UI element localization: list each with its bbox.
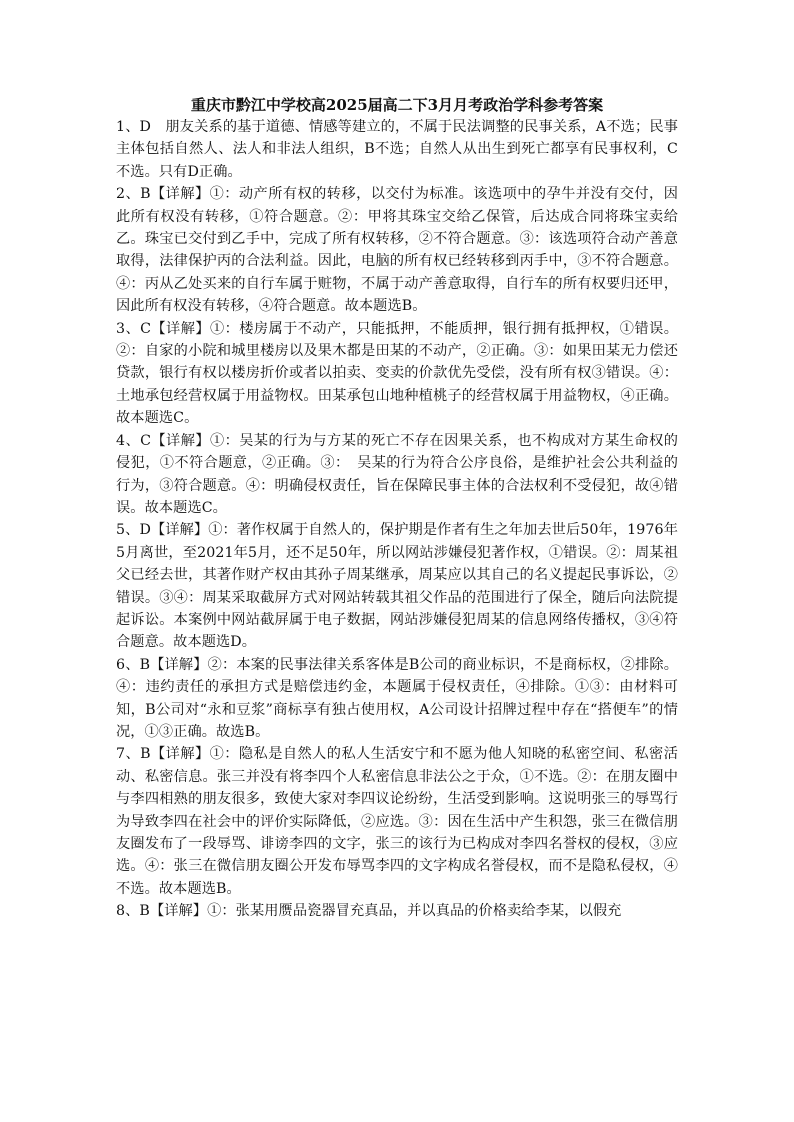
answer-1: 1、D 朋友关系的基于道德、情感等建立的，不属于民法调整的民事关系，A不选；民事主体包括自然人、法人和非法人组织，B不选；自然人从出生到死亡都享有民事权利，C不选。只有D正确。 [116, 119, 678, 180]
answer-key-page [116, 94, 678, 923]
answer-2: 2、B【详解】①：动产所有权的转移，以交付为标准。该选项中的孕牛并没有交付，因此所有权没有转移，①符合题意。②：甲将其珠宝交给乙保管，后达成合同将珠宝卖给乙。珠宝已交付到乙手中，完成了所有权转移，②不符合题意。③：该选项符合动产善意取得，法律保护丙的合法利益。因此，电脑的所有权已经转移到丙手中，③不符合题意。④：丙从乙处买来的自行车属于赃物，不属于动产善意取得，自行车的所有权要归还甲，因此所有权没有转移，④符合题意。故本题选B。 [116, 186, 678, 315]
answer-8: 8、B【详解】①：张某用赝品瓷器冒充真品，并以真品的价格卖给李某，以假充 [116, 903, 622, 920]
answer-4: 4、C【详解】①：吴某的行为与方某的死亡不存在因果关系，也不构成对方某生命权的侵犯，①不符合题意，②正确。③： 吴某的行为符合公序良俗，是维护社会公共利益的行为，③符合题意。④：明确侵权责任，旨在保障民事主体的合法权利不受侵犯，故④错误。故本题选C。 [116, 432, 678, 516]
answer-5: 5、D【详解】①：著作权属于自然人的，保护期是作者有生之年加去世后50年，1976年5月离世，至2021年5月，还不足50年，所以网站涉嫌侵犯著作权，①错误。②：周某祖父已经去世，其著作财产权由其孙子周某继承，周某应以其自己的名义提起民事诉讼，②错误。③④：周某采取截屏方式对网站转载其祖父作品的范围进行了保全，随后向法院提起诉讼。本案例中网站截屏属于电子数据，网站涉嫌侵犯周某的信息网络传播权，③④符合题意。故本题选D。 [116, 522, 678, 651]
answer-7: 7、B【详解】①：隐私是自然人的私人生活安宁和不愿为他人知晓的私密空间、私密活动、私密信息。张三并没有将李四个人私密信息非法公之于众，①不选。②：在朋友圈中与李四相熟的朋友很多，致使大家对李四议论纷纷，生活受到影响。这说明张三的辱骂行为导致李四在社会中的评价实际降低，②应选。③：因在生活中产生积怨，张三在微信朋友圈发布了一段辱骂、诽谤李四的文字，张三的该行为已构成对李四名誉权的侵权，③应选。④：张三在微信朋友圈公开发布辱骂李四的文字构成名誉侵权，而不是隐私侵权，④不选。故本题选B。 [116, 746, 678, 897]
answer-6: 6、B【详解】②：本案的民事法律关系客体是B公司的商业标识，不是商标权，②排除。④：违约责任的承担方式是赔偿违约金，本题属于侵权责任，④排除。①③：由材料可知，B公司对“永和豆浆”商标享有独占使用权，A公司设计招牌过程中存在“搭便车”的情况，①③正确。故选B。 [116, 656, 678, 740]
document-title: 重庆市黔江中学校高2025届高二下3月月考政治学科参考答案 [190, 96, 604, 114]
answer-3: 3、C【详解】①：楼房属于不动产，只能抵押，不能质押，银行拥有抵押权，①错误。②：自家的小院和城里楼房以及果木都是田某的不动产，②正确。③：如果田某无力偿还贷款，银行有权以楼房折价或者以拍卖、变卖的价款优先受偿，没有所有权③错误。④：土地承包经营权属于用益物权。田某承包山地种植桃子的经营权属于用益物权，④正确。故本题选C。 [116, 320, 678, 427]
